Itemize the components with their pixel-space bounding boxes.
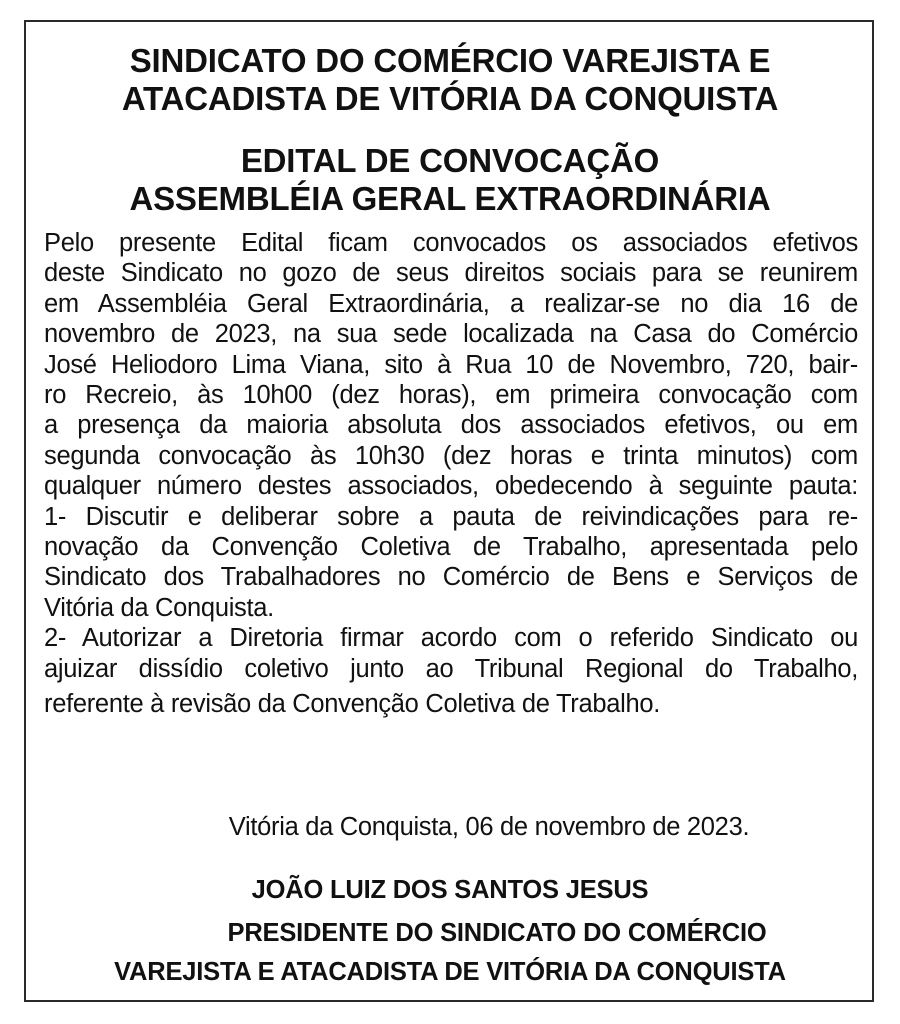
body-line: a presença da maioria absoluta dos associados efetivos, ou em xyxy=(44,411,858,440)
agenda-item-2-line: referente à revisão da Convenção Coletiva de Trabalho. xyxy=(44,690,661,719)
agenda-item-2-line: ajuizar dissídio coletivo junto ao Tribunal Regional do Trabalho, xyxy=(44,654,858,683)
body-line: novembro de 2023, na sua sede localizada na Casa do Comércio xyxy=(44,320,858,349)
agenda-item-1-line: novação da Convenção Coletiva de Trabalho, apresentada pelo xyxy=(44,533,858,562)
edital-title xyxy=(0,142,900,218)
signatory-role-line-2: VAREJISTA E ATACADISTA DE VITÓRIA DA CONQUISTA xyxy=(114,958,786,986)
signatory-name: JOÃO LUIZ DOS SANTOS JESUS xyxy=(251,876,649,904)
body-line: ro Recreio, às 10h00 (dez horas), em primeira convocação com xyxy=(44,381,858,410)
body-line: deste Sindicato no gozo de seus direitos sociais para se reunirem xyxy=(44,259,858,288)
organization-title-line-1: SINDICATO DO COMÉRCIO VAREJISTA E xyxy=(129,42,771,79)
signatory-role-line-1: PRESIDENTE DO SINDICATO DO COMÉRCIO xyxy=(227,919,767,947)
body-line: segunda convocação às 10h30 (dez horas e trinta minutos) com xyxy=(44,441,858,470)
notice-body xyxy=(44,228,858,720)
agenda-item-1-line: Vitória da Conquista. xyxy=(44,593,274,622)
body-line: qualquer número destes associados, obedecendo à seguinte pauta: xyxy=(44,472,858,501)
body-line: Pelo presente Edital ficam convocados os associados efetivos xyxy=(44,229,858,257)
organization-title-line-2: ATACADISTA DE VITÓRIA DA CONQUISTA xyxy=(121,80,779,117)
agenda-item-1-line: 1- Discutir e deliberar sobre a pauta de reivindicações para re- xyxy=(44,502,858,531)
agenda-item-2-line: 2- Autorizar a Diretoria firmar acordo com o referido Sindicato ou xyxy=(44,624,858,653)
date-line: Vitória da Conquista, 06 de novembro de 2023. xyxy=(228,813,750,841)
edital-title-line-2: ASSEMBLÉIA GERAL EXTRAORDINÁRIA xyxy=(129,180,771,217)
organization-title xyxy=(0,42,900,118)
body-line: José Heliodoro Lima Viana, sito à Rua 10 de Novembro, 720, bair- xyxy=(44,350,858,379)
agenda-item-1-line: Sindicato dos Trabalhadores no Comércio de Bens e Serviços de xyxy=(44,563,858,592)
body-line: em Assembléia Geral Extraordinária, a realizar-se no dia 16 de xyxy=(44,289,858,318)
edital-title-line-1: EDITAL DE CONVOCAÇÃO xyxy=(240,142,660,179)
